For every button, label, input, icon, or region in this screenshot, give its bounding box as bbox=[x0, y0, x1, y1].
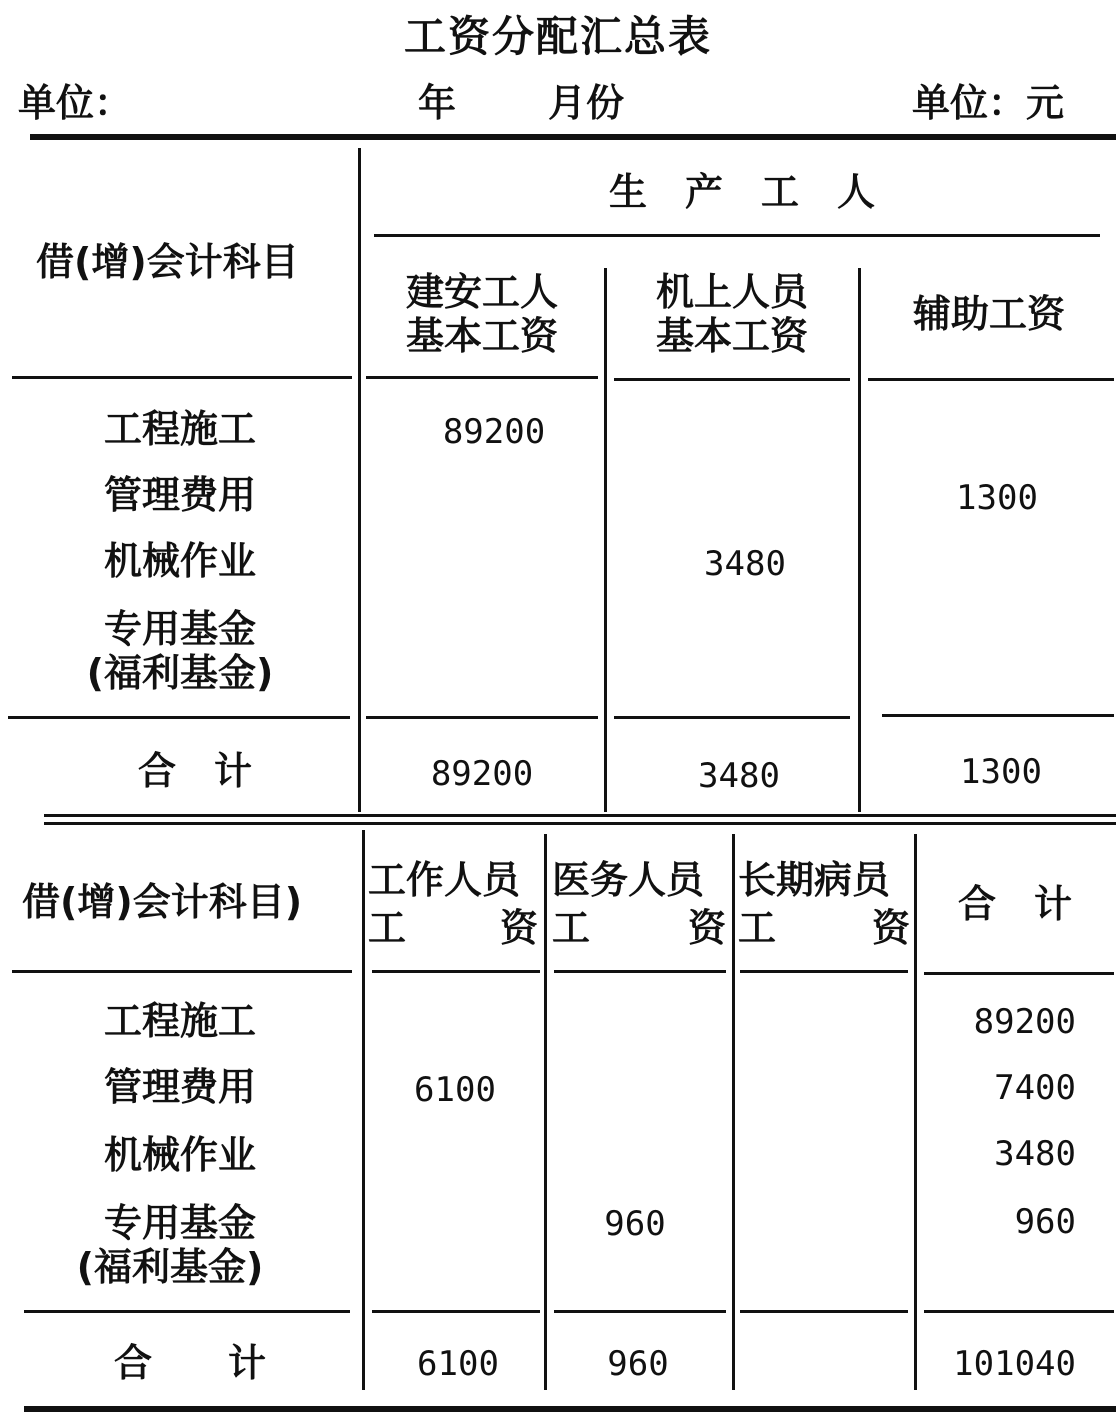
row-label-sub: (福利基金) bbox=[76, 1245, 264, 1289]
row-label: 管理费用 bbox=[103, 473, 256, 517]
total-label: 合 计 bbox=[137, 749, 252, 793]
total-label: 合 计 bbox=[113, 1341, 266, 1385]
cell-value: 3480 bbox=[994, 1134, 1076, 1174]
total-rule bbox=[366, 716, 598, 719]
total-rule bbox=[8, 716, 350, 719]
total-rule bbox=[554, 1310, 726, 1313]
total-rule bbox=[614, 716, 850, 719]
group-header: 生 产 工 人 bbox=[608, 170, 875, 214]
header-rule bbox=[924, 972, 1114, 975]
header-rule bbox=[12, 970, 352, 973]
total-value: 89200 bbox=[430, 754, 534, 794]
col-divider bbox=[362, 830, 365, 1390]
col-header-line1: 建安工人 bbox=[405, 270, 558, 314]
row-label: 专用基金 bbox=[103, 607, 256, 651]
header-rule bbox=[614, 378, 850, 381]
col-divider bbox=[858, 268, 861, 812]
col-divider bbox=[604, 268, 607, 812]
cell-value: 1300 bbox=[956, 478, 1038, 518]
page-title: 工资分配汇总表 bbox=[403, 12, 712, 61]
cell-value: 3480 bbox=[704, 544, 786, 584]
account-header: 借(增)会计科目) bbox=[22, 880, 303, 924]
year-label: 年 bbox=[418, 81, 457, 125]
top-rule bbox=[30, 134, 1116, 140]
group-rule bbox=[374, 234, 1100, 237]
total-value: 960 bbox=[607, 1344, 669, 1384]
col-header-line2-left: 工 bbox=[552, 906, 591, 950]
header-rule bbox=[868, 378, 1114, 381]
unit-label-right: 单位：元 bbox=[912, 81, 1065, 125]
col-header-line1: 工作人员 bbox=[368, 858, 521, 902]
total-value: 6100 bbox=[417, 1344, 499, 1384]
col-header-line2-left: 工 bbox=[738, 906, 777, 950]
row-label: 工程施工 bbox=[103, 999, 256, 1043]
total-rule bbox=[740, 1310, 908, 1313]
row-label: 管理费用 bbox=[103, 1065, 256, 1109]
col-header-line2-right: 资 bbox=[872, 906, 911, 950]
col-header-line1: 长期病员 bbox=[738, 858, 891, 902]
header-rule bbox=[554, 970, 726, 973]
col-header-line1: 医务人员 bbox=[552, 858, 705, 902]
col-header-total: 合 计 bbox=[957, 882, 1072, 926]
total-rule bbox=[24, 1310, 350, 1313]
row-label: 专用基金 bbox=[103, 1201, 256, 1245]
account-header: 借(增)会计科目 bbox=[36, 240, 299, 284]
header-rule bbox=[372, 970, 540, 973]
cell-value: 89200 bbox=[442, 412, 546, 452]
row-label: 机械作业 bbox=[103, 1133, 256, 1177]
header-rule bbox=[366, 376, 598, 379]
col-header-line2: 基本工资 bbox=[405, 314, 558, 358]
total-rule bbox=[372, 1310, 540, 1313]
row-label: 机械作业 bbox=[103, 539, 256, 583]
col-header-line2-right: 资 bbox=[688, 906, 727, 950]
separator-rule bbox=[44, 814, 1116, 817]
col-divider bbox=[544, 834, 547, 1390]
total-rule bbox=[882, 714, 1114, 717]
cell-value: 960 bbox=[1014, 1202, 1076, 1242]
header-rule bbox=[740, 970, 908, 973]
cell-value: 960 bbox=[604, 1204, 666, 1244]
row-label-sub: (福利基金) bbox=[86, 651, 274, 695]
col-divider bbox=[358, 148, 361, 812]
col-header-line1: 辅助工资 bbox=[912, 292, 1065, 336]
col-header-line1: 机上人员 bbox=[655, 270, 808, 314]
col-divider bbox=[914, 834, 917, 1390]
bottom-rule bbox=[24, 1406, 1116, 1412]
header-rule bbox=[12, 376, 352, 379]
cell-value: 6100 bbox=[414, 1070, 496, 1110]
col-header-line2-right: 资 bbox=[500, 906, 539, 950]
total-rule bbox=[924, 1310, 1114, 1313]
separator-rule bbox=[44, 822, 1116, 825]
total-value: 3480 bbox=[698, 756, 780, 796]
col-header-line2-left: 工 bbox=[368, 906, 407, 950]
total-value: 1300 bbox=[960, 752, 1042, 792]
month-label: 月份 bbox=[548, 81, 625, 125]
row-label: 工程施工 bbox=[103, 407, 256, 451]
col-divider bbox=[732, 834, 735, 1390]
unit-label-left: 单位： bbox=[18, 81, 133, 125]
cell-value: 89200 bbox=[973, 1002, 1076, 1042]
total-value: 101040 bbox=[953, 1344, 1076, 1384]
cell-value: 7400 bbox=[994, 1068, 1076, 1108]
col-header-line2: 基本工资 bbox=[655, 314, 808, 358]
